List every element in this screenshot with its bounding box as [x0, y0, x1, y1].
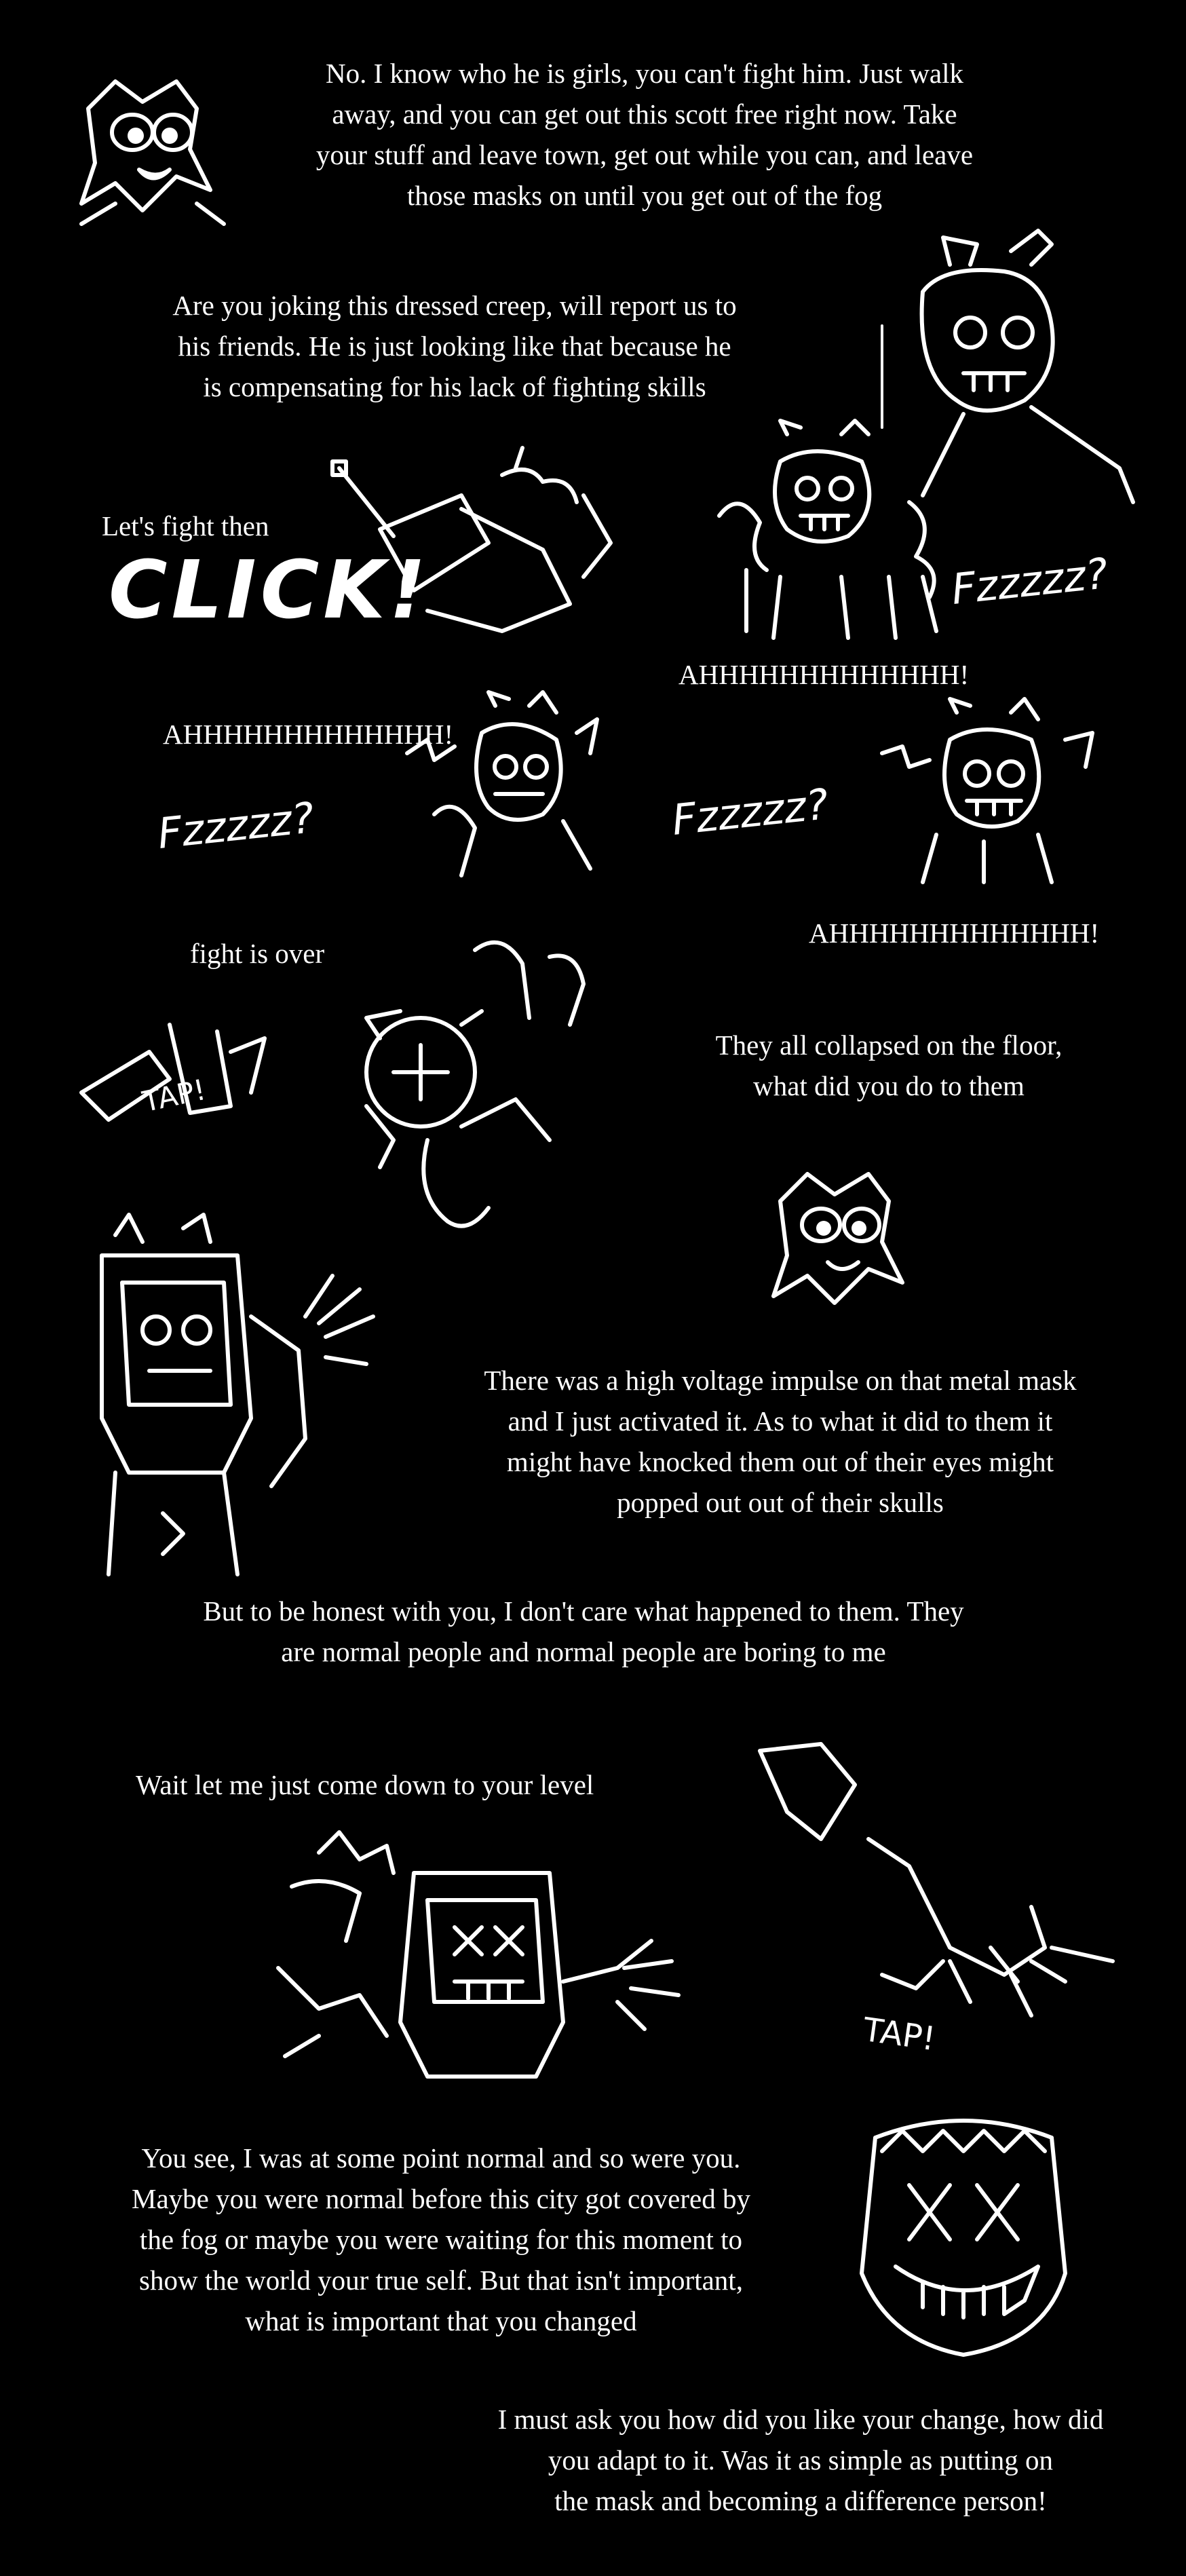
dialogue-come-down: Wait let me just come down to your level — [136, 1769, 594, 1800]
stepping-boot-drawing — [746, 1744, 1153, 2043]
sfx-click: CLICK! — [109, 543, 430, 637]
masked-man-crouch-drawing — [265, 1832, 712, 2104]
arm-device-drawing — [326, 455, 631, 645]
zapped-crowd-drawing — [706, 421, 963, 638]
dialogue-joking: Are you joking this dressed creep, will report us to his friends. He is just looking like that because he is compensating for his lack of fighting skills — [172, 290, 737, 402]
dialogue-fight-then: Let's fight then — [102, 510, 269, 542]
sfx-fzzz-2: Fzzzzz? — [155, 793, 317, 858]
sfx-fzzz-1: Fzzzzz? — [949, 548, 1111, 614]
zapped-figure-left-drawing — [394, 692, 611, 882]
dialogue-voltage: There was a high voltage impulse on that metal mask and I just activated it. As to what it did to them it might have knocked them out of their eyes might popped out out of their skulls — [484, 1365, 1077, 1518]
girl-face-drawing-2 — [753, 1167, 923, 1323]
dialogue-dont-care: But to be honest with you, I don't care what happened to them. They are normal people and normal people are boring to me — [203, 1595, 964, 1667]
girl-face-drawing — [61, 68, 251, 231]
dialogue-collapsed: They all collapsed on the floor, what did you do to them — [715, 1029, 1063, 1101]
zapped-figure-right-drawing — [875, 699, 1120, 889]
mask-face-drawing — [848, 2110, 1079, 2362]
scream-3: AHHHHHHHHHHHHH! — [809, 917, 1100, 949]
dialogue-you-changed: You see, I was at some point normal and so were you. Maybe you were normal before this city got covered by the fog or maybe you were waiting for this moment to show the world your true self. But that isn't important, what is important that you changed — [132, 2142, 750, 2336]
sfx-fzzz-3: Fzzzzz? — [669, 779, 831, 845]
dialogue-warning: No. I know who he is girls, you can't fight him. Just walk away, and you can get out this scott free right now. Take your stuff and leave town, get out while you can, and leave those masks on until you get out of the fog — [315, 58, 974, 211]
scream-2: AHHHHHHHHHHHHH! — [163, 719, 454, 750]
dialogue-how-did-you: I must ask you how did you like your change, how did you adapt to it. Was it as simple as putting on the mask and becoming a difference person! — [497, 2404, 1104, 2516]
sfx-tap-1: TAP! — [139, 1072, 209, 1119]
scream-1: AHHHHHHHHHHHHH! — [678, 659, 970, 690]
collapsed-legs-drawing — [68, 1011, 271, 1147]
sfx-tap-2: TAP! — [860, 2010, 938, 2059]
caption-fight-over: fight is over — [190, 938, 325, 969]
fallen-body-drawing — [326, 936, 624, 1249]
masked-man-hand-drawing — [75, 1215, 414, 1581]
